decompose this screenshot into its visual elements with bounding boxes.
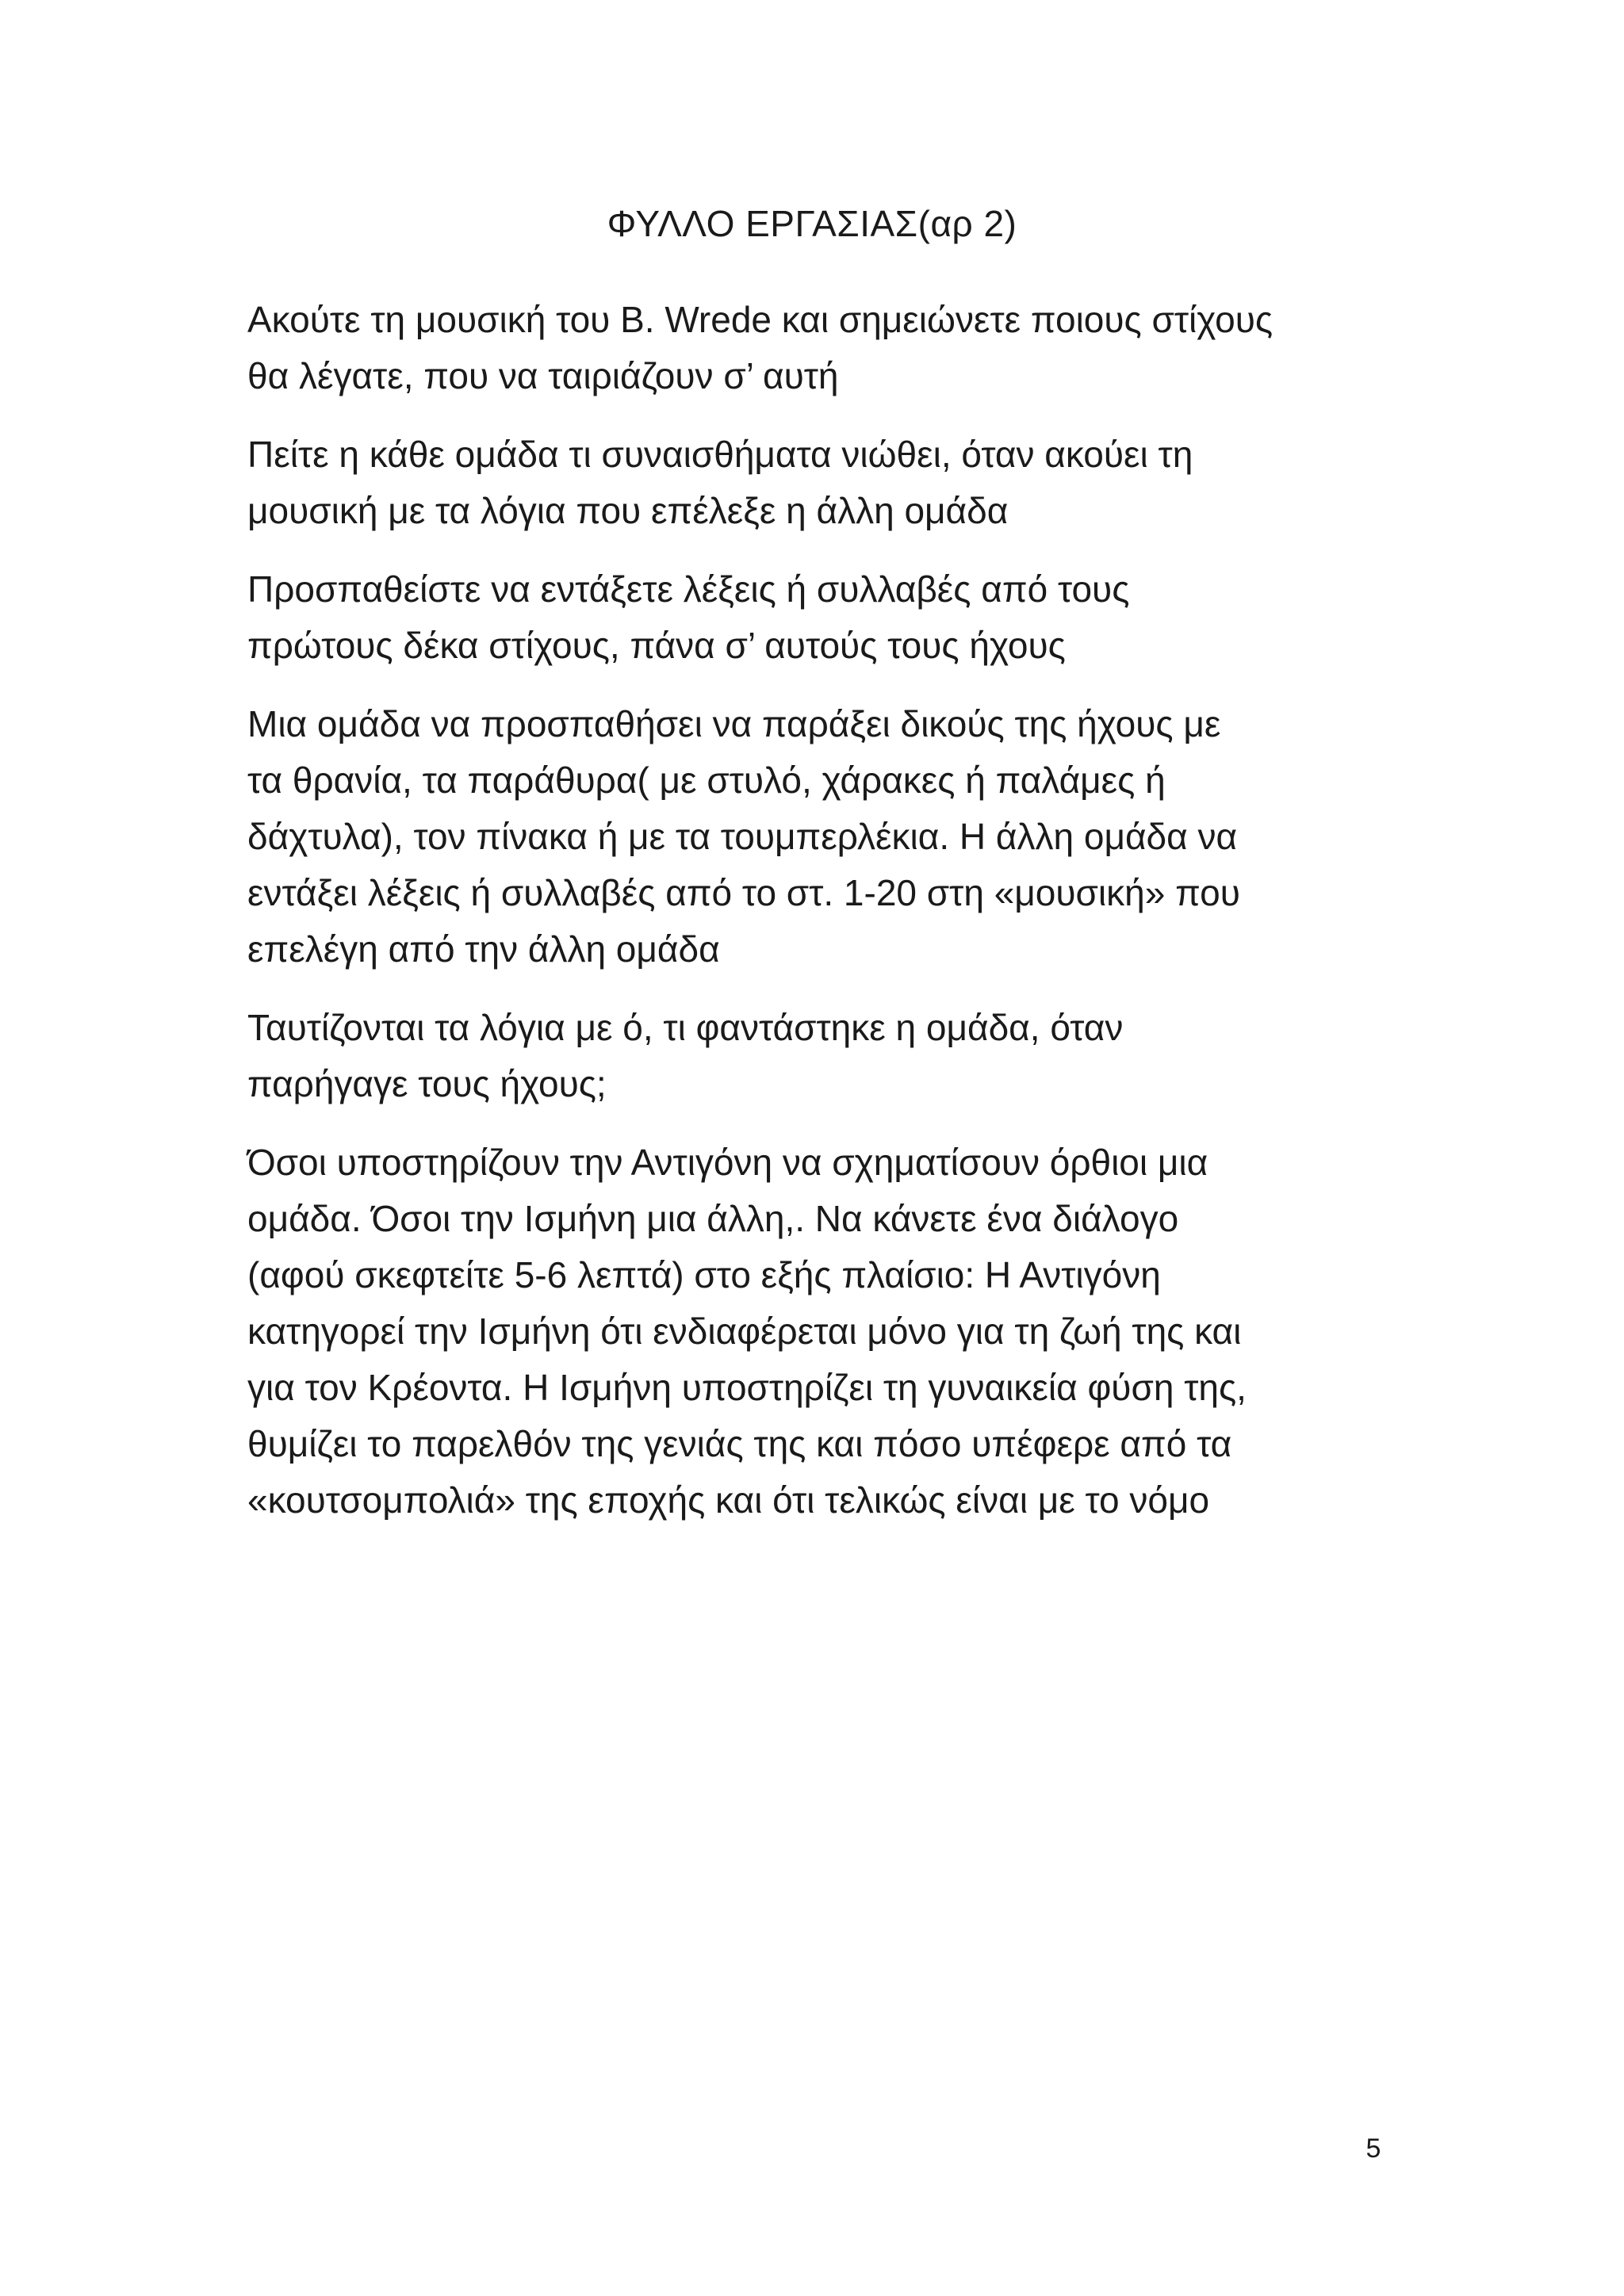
worksheet-body [247, 292, 1389, 1551]
paragraph-6 [247, 1135, 1389, 1529]
paragraph-1 [247, 292, 1389, 404]
paragraph-line: Πείτε η κάθε ομάδα τι συναισθήματα νιώθει, όταν ακούει τη [247, 434, 1193, 475]
paragraph-line: Όσοι υποστηρίζουν την Αντιγόνη να σχηματίσουν όρθιοι μια [247, 1142, 1208, 1183]
worksheet-title: ΦΥΛΛΟ ΕΡΓΑΣΙΑΣ(αρ 2) [607, 203, 1017, 244]
paragraph-3 [247, 561, 1389, 674]
paragraph-line: κατηγορεί την Ισμήνη ότι ενδιαφέρεται μόνο για τη ζωή της και [247, 1311, 1242, 1352]
paragraph-line: «κουτσομπολιά» της εποχής και ότι τελικώς είναι με το νόμο [247, 1479, 1210, 1521]
paragraph-line: τα θρανία, τα παράθυρα( με στυλό, χάρακες ή παλάμες ή [247, 760, 1166, 801]
paragraph-line: μουσική με τα λόγια που επέλεξε η άλλη ομάδα [247, 490, 1009, 531]
paragraph-line: (αφού σκεφτείτε 5-6 λεπτά) στο εξής πλαίσιο: Η Αντιγόνη [247, 1254, 1161, 1295]
paragraph-4 [247, 696, 1389, 978]
paragraph-line: παρήγαγε τους ήχους; [247, 1063, 607, 1104]
paragraph-line: δάχτυλα), τον πίνακα ή με τα τουμπερλέκια. Η άλλη ομάδα να [247, 816, 1238, 857]
paragraph-line: θυμίζει το παρελθόν της γενιάς της και πόσο υπέφερε από τα [247, 1423, 1232, 1464]
paragraph-line: εντάξει λέξεις ή συλλαβές από το στ. 1-20 στη «μουσική» που [247, 872, 1240, 913]
paragraph-5 [247, 1000, 1389, 1112]
paragraph-line: επελέγη από την άλλη ομάδα [247, 928, 720, 970]
paragraph-line: πρώτους δέκα στίχους, πάνα σ’ αυτούς τους ήχους [247, 625, 1066, 666]
paragraph-line: θα λέγατε, που να ταιριάζουν σ’ αυτή [247, 355, 839, 396]
page-number: 5 [1365, 2133, 1381, 2164]
paragraph-line: ομάδα. Όσοι την Ισμήνη μια άλλη,. Να κάνετε ένα διάλογο [247, 1198, 1179, 1239]
paragraph-line: για τον Κρέοντα. Η Ισμήνη υποστηρίζει τη γυναικεία φύση της, [247, 1367, 1247, 1408]
paragraph-line: Ταυτίζονται τα λόγια με ό, τι φαντάστηκε η ομάδα, όταν [247, 1007, 1124, 1048]
paragraph-line: Προσπαθείστε να εντάξετε λέξεις ή συλλαβές από τους [247, 568, 1130, 610]
paragraph-2 [247, 427, 1389, 539]
paragraph-line: Ακούτε τη μουσική του Β. Wrede και σημειώνετε ποιους στίχους [247, 299, 1274, 340]
paragraph-line: Μια ομάδα να προσπαθήσει να παράξει δικούς της ήχους με [247, 703, 1221, 744]
